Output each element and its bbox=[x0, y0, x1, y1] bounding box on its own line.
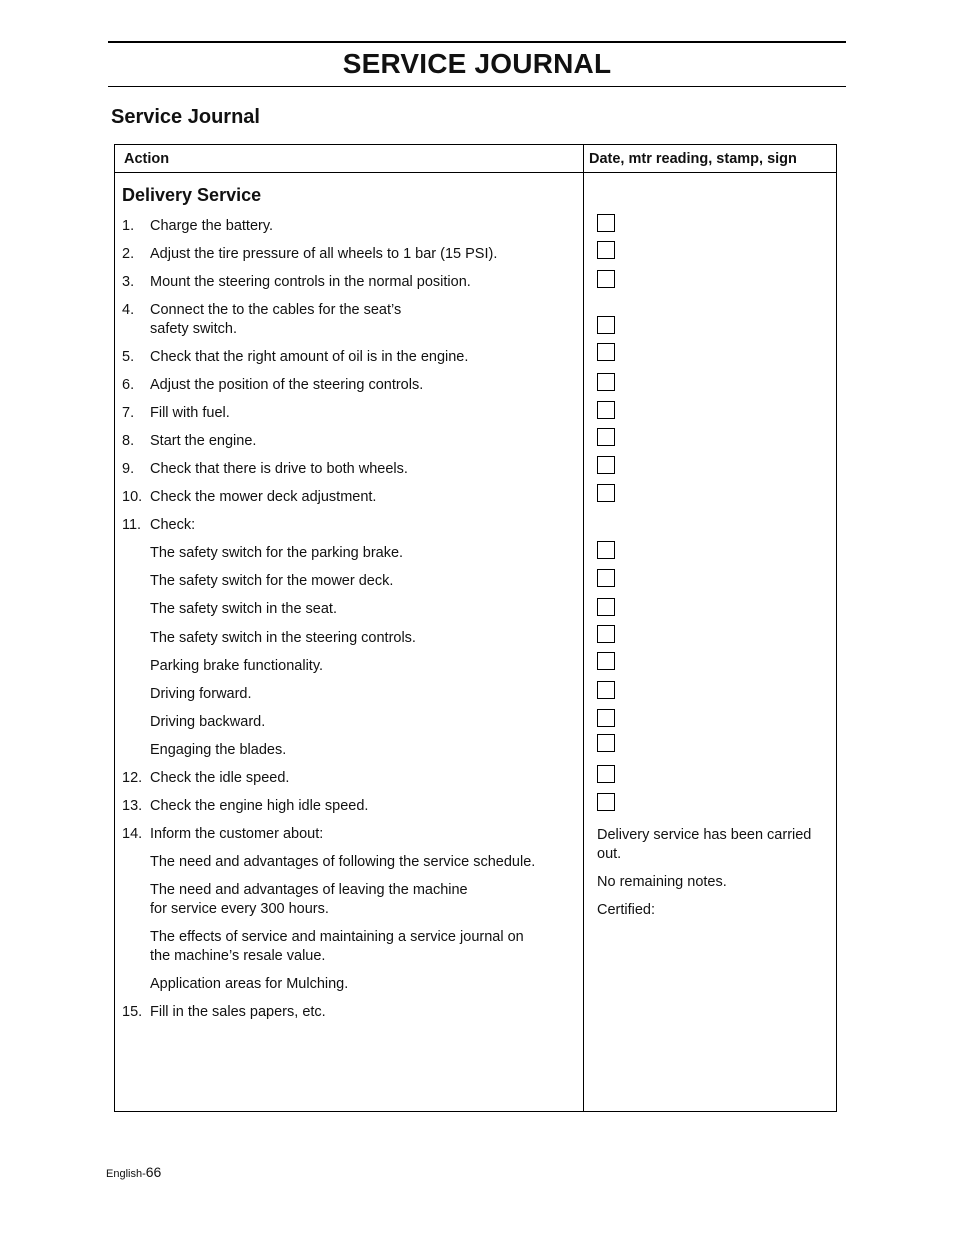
item-number: 7. bbox=[122, 405, 135, 421]
checkbox[interactable] bbox=[597, 765, 615, 783]
checkbox[interactable] bbox=[597, 484, 615, 502]
item-number: 10. bbox=[122, 489, 143, 505]
item-text: Check that the right amount of oil is in the engine. bbox=[150, 349, 469, 365]
delivery-note: Certified: bbox=[597, 902, 656, 918]
service-journal-table bbox=[114, 144, 837, 1112]
item-text: Check: bbox=[150, 517, 196, 533]
item-number: 1. bbox=[122, 218, 135, 234]
item-text: Adjust the position of the steering controls. bbox=[150, 377, 424, 393]
item-number: 12. bbox=[122, 770, 143, 786]
checkbox[interactable] bbox=[597, 652, 615, 670]
checkbox[interactable] bbox=[597, 569, 615, 587]
item-text: The safety switch in the seat. bbox=[150, 601, 337, 617]
checkbox[interactable] bbox=[597, 598, 615, 616]
subsection-title: Delivery Service bbox=[122, 185, 262, 205]
header-rule-bottom bbox=[108, 86, 846, 87]
header-rule-top bbox=[108, 41, 846, 43]
item-number: 6. bbox=[122, 377, 135, 393]
checkbox[interactable] bbox=[597, 541, 615, 559]
item-text: Adjust the tire pressure of all wheels to 1 bar (15 PSI). bbox=[150, 246, 498, 262]
page-title: SERVICE JOURNAL bbox=[342, 48, 612, 79]
checkbox[interactable] bbox=[597, 681, 615, 699]
item-text: Check the idle speed. bbox=[150, 770, 290, 786]
checkbox[interactable] bbox=[597, 428, 615, 446]
delivery-note: No remaining notes. bbox=[597, 874, 727, 890]
item-text: Connect the to the cables for the seat’s safety switch. bbox=[150, 302, 402, 337]
item-text: The safety switch for the mower deck. bbox=[150, 573, 394, 589]
checkbox[interactable] bbox=[597, 401, 615, 419]
item-text: Parking brake functionality. bbox=[150, 658, 324, 674]
item-number: 9. bbox=[122, 461, 135, 477]
column-header-action: Action bbox=[124, 151, 170, 167]
item-text: Inform the customer about: bbox=[150, 826, 324, 842]
checkbox[interactable] bbox=[597, 625, 615, 643]
column-divider bbox=[583, 145, 584, 1111]
checkbox[interactable] bbox=[597, 316, 615, 334]
item-text: The safety switch for the parking brake. bbox=[150, 545, 404, 561]
item-text: Application areas for Mulching. bbox=[150, 976, 349, 992]
item-number: 4. bbox=[122, 302, 135, 318]
item-text: The effects of service and maintaining a service journal on the machine’s resale value. bbox=[150, 929, 524, 964]
header-divider bbox=[115, 172, 836, 173]
item-text: Engaging the blades. bbox=[150, 742, 287, 758]
item-number: 2. bbox=[122, 246, 135, 262]
item-text: Check the mower deck adjustment. bbox=[150, 489, 377, 505]
item-text: Charge the battery. bbox=[150, 218, 274, 234]
checkbox[interactable] bbox=[597, 734, 615, 752]
item-number: 15. bbox=[122, 1004, 143, 1020]
item-number: 8. bbox=[122, 433, 135, 449]
checkbox[interactable] bbox=[597, 270, 615, 288]
item-text: Driving backward. bbox=[150, 714, 266, 730]
checkbox[interactable] bbox=[597, 793, 615, 811]
checkbox[interactable] bbox=[597, 373, 615, 391]
delivery-note: Delivery service has been carried out. bbox=[597, 827, 812, 862]
item-number: 13. bbox=[122, 798, 143, 814]
page-footer bbox=[106, 1163, 161, 1183]
item-text: Start the engine. bbox=[150, 433, 257, 449]
section-title: Service Journal bbox=[111, 106, 260, 128]
item-text: Fill in the sales papers, etc. bbox=[150, 1004, 326, 1020]
checkbox[interactable] bbox=[597, 241, 615, 259]
item-number: 5. bbox=[122, 349, 135, 365]
checkbox[interactable] bbox=[597, 456, 615, 474]
checkbox[interactable] bbox=[597, 709, 615, 727]
item-text: The need and advantages of leaving the machine for service every 300 hours. bbox=[150, 882, 468, 917]
item-text: Check the engine high idle speed. bbox=[150, 798, 369, 814]
footer-language: English- bbox=[106, 1168, 146, 1180]
item-text: Mount the steering controls in the normal position. bbox=[150, 274, 471, 290]
item-number: 11. bbox=[122, 517, 142, 533]
item-number: 14. bbox=[122, 826, 143, 842]
page-number: 66 bbox=[145, 1164, 162, 1180]
item-text: Fill with fuel. bbox=[150, 405, 230, 421]
item-text: Driving forward. bbox=[150, 686, 252, 702]
checkbox[interactable] bbox=[597, 343, 615, 361]
item-text: The safety switch in the steering controls. bbox=[150, 630, 416, 646]
item-text: Check that there is drive to both wheels. bbox=[150, 461, 408, 477]
item-text: The need and advantages of following the service schedule. bbox=[150, 854, 536, 870]
column-header-date: Date, mtr reading, stamp, sign bbox=[589, 151, 797, 167]
item-number: 3. bbox=[122, 274, 135, 290]
checkbox[interactable] bbox=[597, 214, 615, 232]
